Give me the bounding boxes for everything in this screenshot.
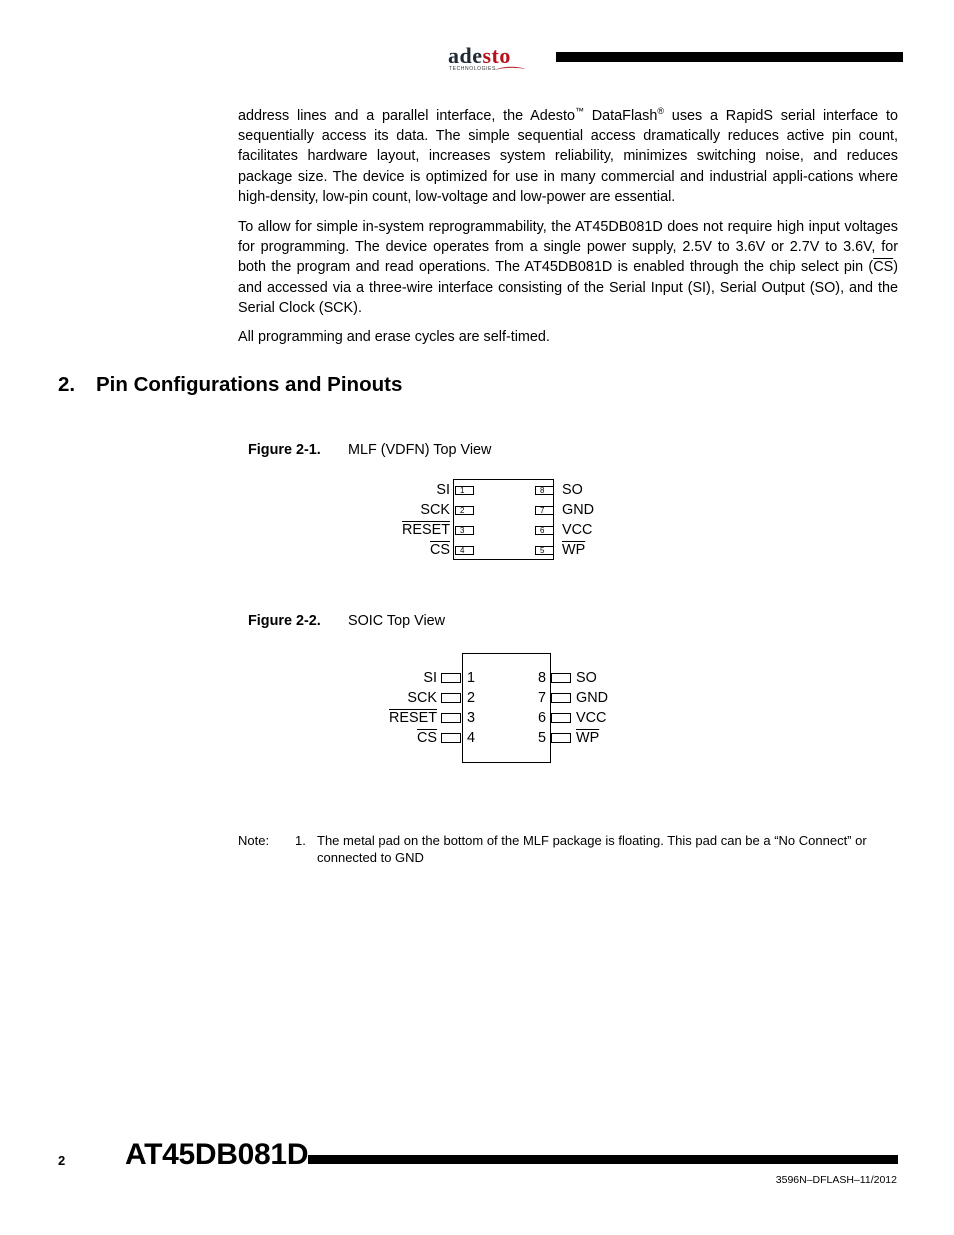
- soic-pin-lead: [441, 673, 461, 683]
- mlf-pin-pad: 5: [535, 546, 554, 555]
- section-heading: 2. Pin Configurations and Pinouts: [58, 373, 403, 396]
- soic-pin-lead: [551, 693, 571, 703]
- mlf-pin-label: $\overline{CS}$: [430, 542, 450, 558]
- soic-pin-label: GND: [576, 690, 608, 706]
- soic-pin-number: 2: [467, 690, 476, 706]
- soic-pin-lead: [551, 673, 571, 683]
- mlf-pin-label: RESET: [402, 522, 450, 538]
- mlf-pin-label: SI: [436, 482, 450, 498]
- note-text: The metal pad on the bottom of the MLF package is floating. This pad can be a “No Connect” or connected to GND: [317, 833, 867, 865]
- soic-pin-number: 3: [467, 710, 476, 726]
- soic-pin-lead: [441, 713, 461, 723]
- programming-paragraph: To allow for simple in-system reprogrammability, the AT45DB081D does not require high input voltages for programming. The device operates from a single power supply, 2.5V to 3.6V or 2.7V to 3.6V, for both the program and read operations. The AT45DB081D is enabled through the chip select pin $(\overline{CS})$ and accessed via a three-wire interface consisting of the Serial Input (SI), Serial Output (SO), and the Serial Clock (SCK).: [238, 219, 898, 316]
- mlf-pin-label: SO: [562, 482, 583, 498]
- soic-pin-lead: [441, 693, 461, 703]
- soic-pin-number: 8: [538, 670, 547, 686]
- mlf-pin-pad: 3: [455, 526, 474, 535]
- self-timed-paragraph: All programming and erase cycles are self-timed.: [238, 329, 550, 345]
- mlf-pin-label: SCK: [420, 502, 450, 518]
- soic-pin-number: 7: [538, 690, 547, 706]
- page-number: 2: [58, 1153, 66, 1168]
- logo-wordmark: adesto: [448, 43, 511, 68]
- mlf-pin-label: GND: [562, 502, 594, 518]
- figure-2-1-caption: Figure 2-1. MLF (VDFN) Top View: [248, 442, 492, 458]
- intro-paragraph: address lines and a parallel interface, the Adesto™ DataFlash® uses a RapidS serial interface to sequentially access its data. The simple sequential access dramatically reduces active pin count, facilitates hardware layout, increases system reliability, minimizes switching noise, and reduces package size. The device is optimized for use in many commercial and industrial appli-cations where high-density, low-pin count, low-voltage and low-power are essential.: [238, 106, 898, 205]
- soic-pin-label: SI: [423, 670, 437, 686]
- soic-pin-lead: [551, 733, 571, 743]
- mlf-pin-pad: 1: [455, 486, 474, 495]
- header-rule: [556, 52, 903, 62]
- logo-subtitle: TECHNOLOGIES: [449, 66, 496, 72]
- soic-pin-number: 6: [538, 710, 547, 726]
- soic-pin-lead: [441, 733, 461, 743]
- soic-pin-label: $\overline{WP}$: [576, 730, 600, 746]
- note-label: Note:: [238, 833, 270, 848]
- soic-pin-label: VCC: [576, 710, 607, 726]
- soic-pin-number: 1: [467, 670, 476, 686]
- mlf-pin-pad: 8: [535, 486, 554, 495]
- mlf-pin-pad: 6: [535, 526, 554, 535]
- mlf-pin-pad: 7: [535, 506, 554, 515]
- mlf-pin-label: VCC: [562, 522, 593, 538]
- soic-pin-number: 5: [538, 730, 547, 746]
- logo-swoosh-icon: [492, 65, 528, 73]
- soic-pin-label: SCK: [407, 690, 437, 706]
- mlf-pin-pad: 2: [455, 506, 474, 515]
- soic-pin-label: $\overline{CS}$: [417, 730, 437, 746]
- chip-select-signal: $\overline{CS}$: [873, 259, 894, 276]
- note-number: 1.: [295, 833, 306, 848]
- figure-2-2-caption: Figure 2-2. SOIC Top View: [248, 613, 446, 629]
- document-code: 3596N–DFLASH–11/2012: [775, 1174, 897, 1186]
- product-title: AT45DB081D: [125, 1138, 309, 1171]
- soic-pin-lead: [551, 713, 571, 723]
- company-logo: [448, 44, 532, 76]
- soic-pin-label: RESET: [389, 710, 437, 726]
- mlf-pin-pad: 4: [455, 546, 474, 555]
- soic-pin-number: 4: [467, 730, 476, 746]
- footer-rule: [308, 1155, 898, 1164]
- mlf-pin-label: $\overline{WP}$: [562, 542, 586, 558]
- soic-pin-label: SO: [576, 670, 597, 686]
